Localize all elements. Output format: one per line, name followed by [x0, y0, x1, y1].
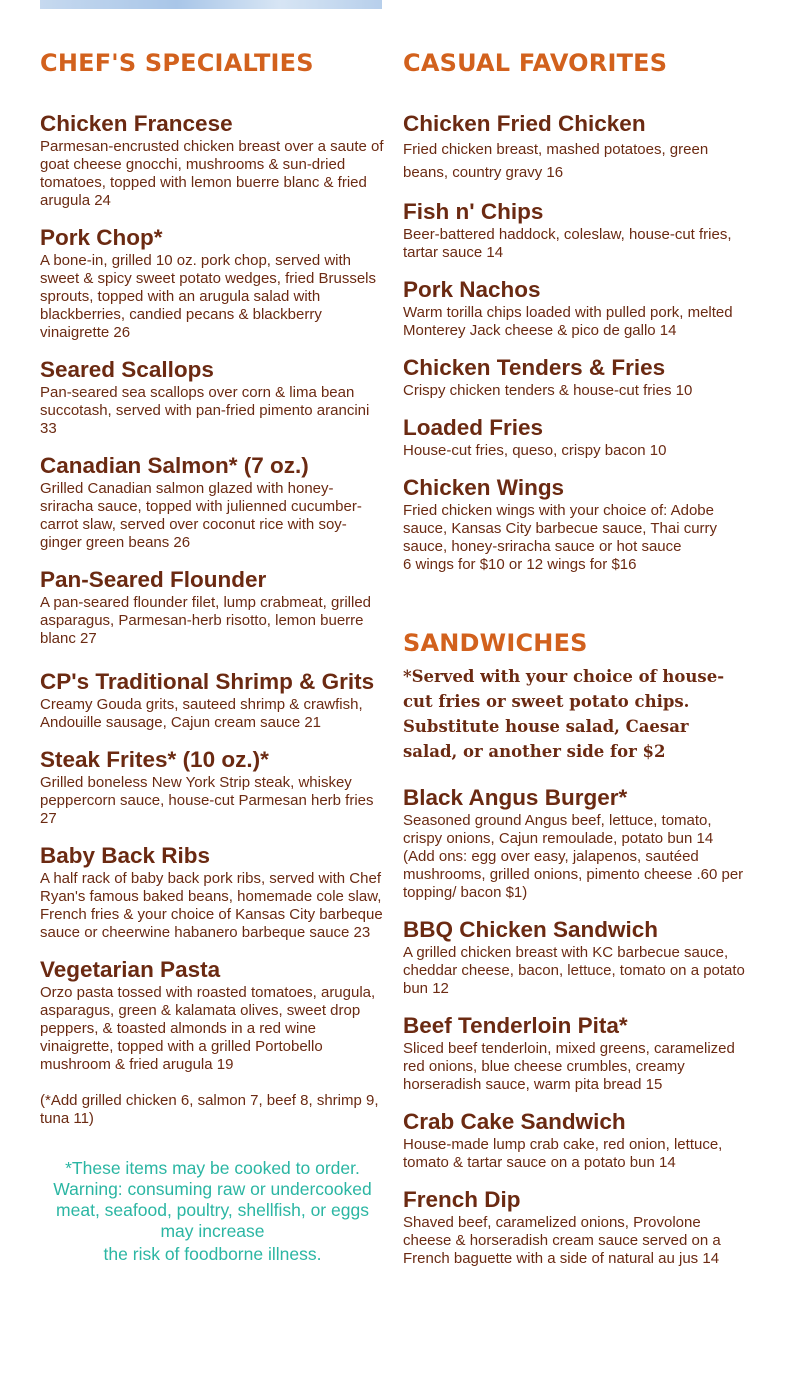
- menu-item: [403, 198, 748, 262]
- menu-item-name: Chicken Wings: [403, 475, 565, 500]
- menu-item: [403, 474, 748, 574]
- menu-item: [403, 414, 748, 460]
- menu-item: [403, 1108, 748, 1172]
- menu-item: [40, 746, 385, 828]
- menu-item-desc: A half rack of baby back pork ribs, served with Chef Ryan's famous baked beans, homemade cole slaw, French fries & your choice of Kansas City barbeque sauce or cheerwine habanero barbeque sauce 23: [40, 870, 383, 941]
- menu-item-desc: Beer-battered haddock, coleslaw, house-cut fries, tartar sauce 14: [403, 226, 732, 261]
- menu-item-name: Seared Scallops: [40, 357, 214, 382]
- menu-item: [403, 1186, 748, 1268]
- menu-item: [403, 110, 748, 184]
- menu-item-desc: Crispy chicken tenders & house-cut fries 10: [403, 382, 693, 399]
- sandwiches-heading: SANDWICHES: [403, 629, 588, 657]
- menu-item: [40, 356, 385, 438]
- menu-item: [40, 956, 385, 1074]
- menu-item: [40, 452, 385, 552]
- menu-item-name: Baby Back Ribs: [40, 843, 211, 868]
- menu-item-desc: Fried chicken wings with your choice of: Adobe sauce, Kansas City barbecue sauce, Thai curry sauce, honey-sriracha sauce or hot sauce: [403, 502, 718, 555]
- menu-item-desc: Creamy Gouda grits, sauteed shrimp & crawfish, Andouille sausage, Cajun cream sauce 21: [40, 696, 363, 731]
- menu-item: [403, 1012, 748, 1094]
- menu-item: [403, 916, 748, 998]
- warning-line: *These items may be cooked to order.: [65, 1158, 360, 1178]
- menu-item-price-note: 6 wings for $10 or 12 wings for $16: [403, 556, 637, 573]
- menu-item: [40, 110, 385, 210]
- menu-item: [40, 224, 385, 342]
- menu-item: [40, 566, 385, 648]
- menu-item: [40, 842, 385, 942]
- menu-item-desc: A pan-seared flounder filet, lump crabmeat, grilled asparagus, Parmesan-herb risotto, lemon buerre blanc 27: [40, 594, 372, 647]
- menu-item-desc: House-cut fries, queso, crispy bacon 10: [403, 442, 667, 459]
- menu-item-desc: Pan-seared sea scallops over corn & lima bean succotash, served with pan-fried pimento arancini 33: [40, 384, 370, 437]
- addon-note: (*Add grilled chicken 6, salmon 7, beef 8, shrimp 9, tuna 11): [40, 1092, 379, 1127]
- menu-item-desc: A grilled chicken breast with KC barbecue sauce, cheddar cheese, bacon, lettuce, tomato on a potato bun 12: [403, 944, 745, 997]
- menu-item-name: Fish n' Chips: [403, 199, 544, 224]
- menu-item-desc: Warm torilla chips loaded with pulled pork, melted Monterey Jack cheese & pico de gallo 14: [403, 304, 733, 339]
- menu-item-desc: House-made lump crab cake, red onion, lettuce, tomato & tartar sauce on a potato bun 14: [403, 1136, 723, 1171]
- sandwich-side-note: *Served with your choice of house-cut fries or sweet potato chips. Substitute house salad, Caesar salad, or another side for $2: [403, 667, 725, 761]
- foodborne-warning: [40, 1158, 385, 1265]
- header-image-strip: [40, 0, 382, 9]
- menu-item-desc: A bone-in, grilled 10 oz. pork chop, served with sweet & spicy sweet potato wedges, fried Brussels sprouts, topped with an arugula salad with blackberries, candied pecans & blackberry vinaigrette 26: [40, 252, 376, 341]
- menu-item-name: Pan-Seared Flounder: [40, 567, 267, 592]
- warning-line: Warning: consuming raw or undercooked meat, seafood, poultry, shellfish, or eggs may increase: [53, 1179, 372, 1241]
- menu-item-desc: Shaved beef, caramelized onions, Provolone cheese & horseradish cream sauce served on a French baguette with a side of natural au jus 14: [403, 1214, 721, 1267]
- menu-item-name: Chicken Fried Chicken: [403, 111, 646, 136]
- menu-item-name: Steak Frites* (10 oz.)*: [40, 747, 269, 772]
- menu-item-name: CP's Traditional Shrimp & Grits: [40, 669, 375, 694]
- menu-item-desc: Sliced beef tenderloin, mixed greens, caramelized red onions, blue cheese crumbles, creamy horseradish sauce, warm pita bread 15: [403, 1040, 735, 1093]
- menu-item-name: Vegetarian Pasta: [40, 957, 221, 982]
- menu-item-name: Beef Tenderloin Pita*: [403, 1013, 628, 1038]
- chefs-specialties-column: [40, 48, 385, 1265]
- menu-item-desc: Parmesan-encrusted chicken breast over a saute of goat cheese gnocchi, mushrooms & sun-dried tomatoes, topped with lemon buerre blanc & fried arugula 24: [40, 138, 384, 209]
- menu-item: [403, 784, 748, 902]
- menu-item-name: Chicken Francese: [40, 111, 233, 136]
- menu-item: [403, 276, 748, 340]
- menu-item-name: Pork Chop*: [40, 225, 163, 250]
- menu-item-name: Crab Cake Sandwich: [403, 1109, 626, 1134]
- menu-item-name: Black Angus Burger*: [403, 785, 628, 810]
- chefs-specialties-heading: CHEF'S SPECIALTIES: [40, 49, 314, 77]
- menu-item-desc: Grilled Canadian salmon glazed with honey-sriracha sauce, topped with julienned cucumber-carrot slaw, served over coconut rice with soy-ginger green beans 26: [40, 480, 362, 551]
- menu-item-desc: Orzo pasta tossed with roasted tomatoes, arugula, asparagus, green & kalamata olives, sweet drop peppers, & toasted almonds in a red wine vinaigrette, topped with a grilled Portobello mushroom & fried arugula 19: [40, 984, 376, 1073]
- warning-line: the risk of foodborne illness.: [103, 1244, 322, 1264]
- menu-item-desc: Seasoned ground Angus beef, lettuce, tomato, crispy onions, Cajun remoulade, potato bun 14 (Add ons: egg over easy, jalapenos, sautéed mushrooms, grilled onions, pimento cheese .60 per topping/ bacon $1): [403, 812, 744, 901]
- menu-item: [403, 354, 748, 400]
- menu-item-desc: Grilled boneless New York Strip steak, whiskey peppercorn sauce, house-cut Parmesan herb fries 27: [40, 774, 374, 827]
- menu-item-name: Chicken Tenders & Fries: [403, 355, 666, 380]
- menu-item-name: BBQ Chicken Sandwich: [403, 917, 659, 942]
- casual-favorites-column: [403, 48, 748, 1268]
- menu-item-name: French Dip: [403, 1187, 521, 1212]
- menu-item-desc: Fried chicken breast, mashed potatoes, green beans, country gravy 16: [403, 141, 709, 181]
- casual-favorites-heading: CASUAL FAVORITES: [403, 49, 668, 77]
- menu-item-name: Loaded Fries: [403, 415, 544, 440]
- menu-item-name: Pork Nachos: [403, 277, 541, 302]
- menu-item: [40, 668, 385, 732]
- menu-item-name: Canadian Salmon* (7 oz.): [40, 453, 309, 478]
